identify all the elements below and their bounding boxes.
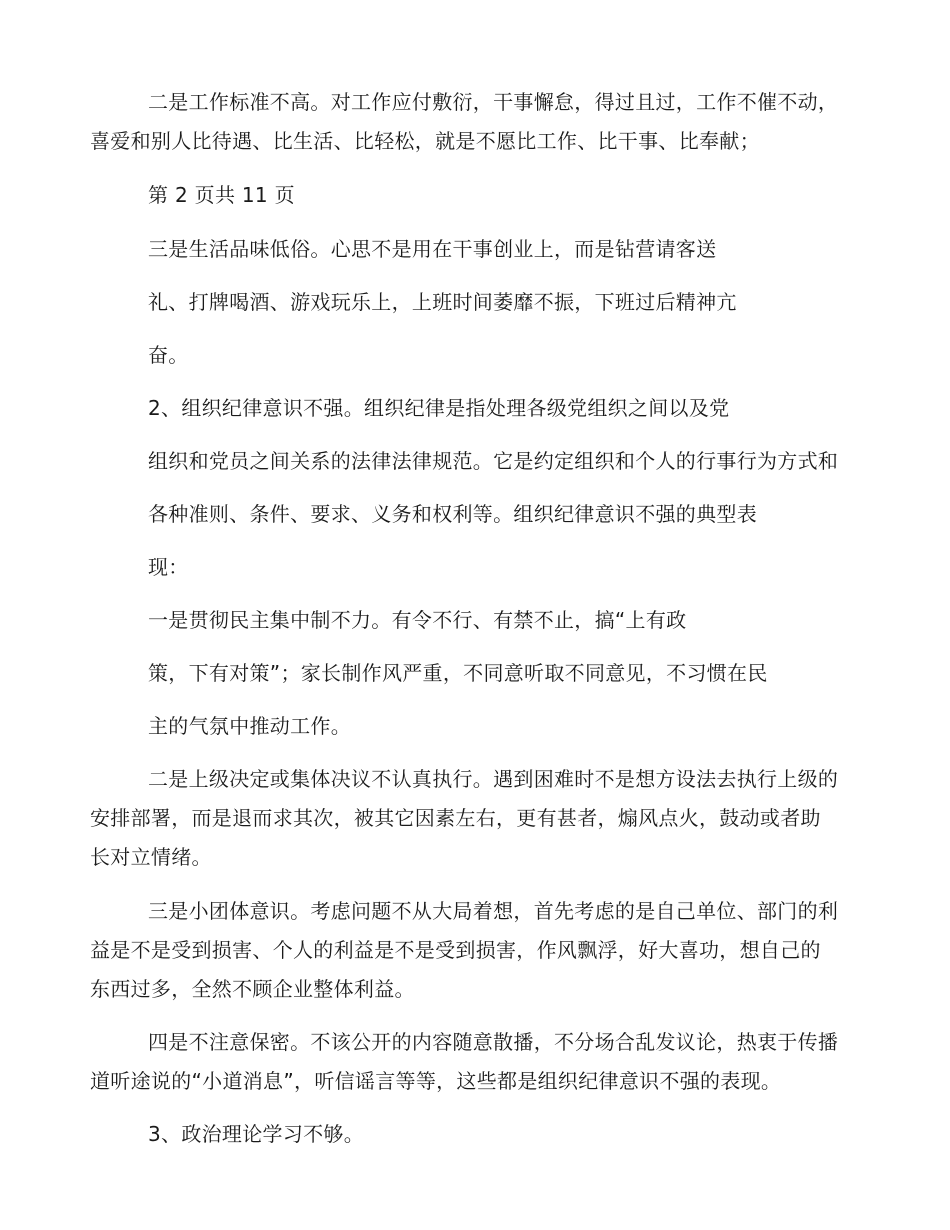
page-number-marker: 第 2 页共 11 页	[148, 183, 295, 207]
paragraph-line: 主的气氛中推动工作。	[148, 714, 351, 738]
paragraph-line: 奋。	[148, 343, 189, 367]
paragraph-line: 礼、打牌喝酒、游戏玩乐上，上班时间萎靡不振，下班过后精神亢	[148, 290, 737, 314]
section-heading: 2、组织纪律意识不强。组织纪律是指处理各级党组织之间以及党	[148, 396, 730, 420]
paragraph-line: 各种准则、条件、要求、义务和权利等。组织纪律意识不强的典型表	[148, 502, 757, 526]
paragraph-line: 喜爱和别人比待遇、比生活、比轻松，就是不愿比工作、比干事、比奉献；	[90, 129, 760, 153]
paragraph-line: 东西过多，全然不顾企业整体利益。	[90, 977, 415, 1001]
paragraph-line: 一是贯彻民主集中制不力。有令不行、有禁不止，搞“上有政	[148, 608, 687, 632]
paragraph-line: 组织和党员之间关系的法律法律规范。它是约定组织和个人的行事行为方式和	[148, 449, 839, 473]
section-heading: 3、政治理论学习不够。	[148, 1122, 365, 1146]
paragraph-line: 现：	[148, 555, 189, 579]
paragraph-line: 长对立情绪。	[90, 845, 212, 869]
paragraph-line: 四是不注意保密。不该公开的内容随意散播，不分场合乱发议论，热衷于传播	[148, 1030, 839, 1054]
paragraph-line: 三是生活品味低俗。心思不是用在干事创业上，而是钻营请客送	[148, 237, 717, 261]
paragraph-line: 道听途说的“小道消息”，听信谣言等等，这些都是组织纪律意识不强的表现。	[90, 1069, 782, 1093]
paragraph-line: 三是小团体意识。考虑问题不从大局着想，首先考虑的是自己单位、部门的利	[148, 899, 839, 923]
paragraph-line: 安排部署，而是退而求其次，被其它因素左右，更有甚者，煽风点火，鼓动或者助	[90, 806, 821, 830]
paragraph-line: 策，下有对策”；家长制作风严重，不同意听取不同意见，不习惯在民	[148, 661, 768, 685]
paragraph-line: 二是工作标准不高。对工作应付敷衍，干事懈怠，得过且过，工作不催不动，	[148, 90, 839, 114]
paragraph-line: 益是不是受到损害、个人的利益是不是受到损害，作风飘浮，好大喜功，想自己的	[90, 938, 821, 962]
paragraph-line: 二是上级决定或集体决议不认真执行。遇到困难时不是想方设法去执行上级的	[148, 767, 839, 791]
